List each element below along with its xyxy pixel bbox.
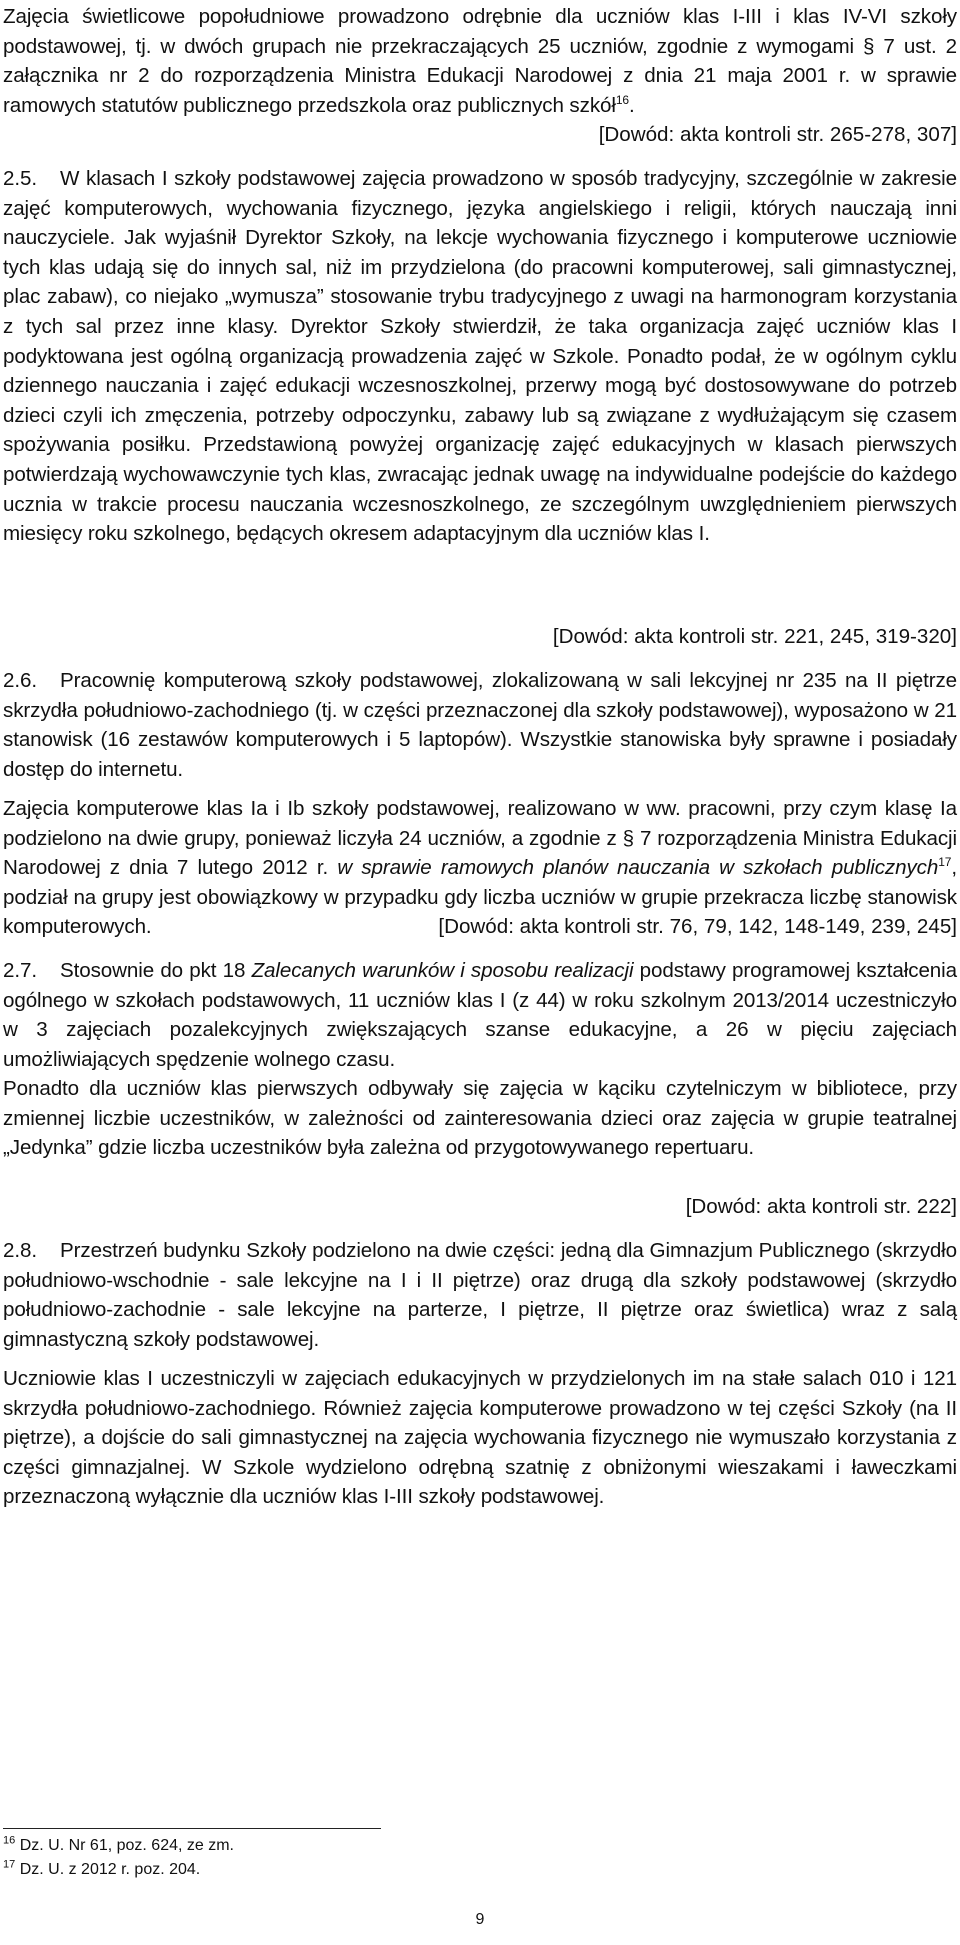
evidence-ref: [Dowód: akta kontroli str. 221, 245, 319-320] bbox=[552, 625, 957, 648]
footnote-ref-16: 16 bbox=[615, 92, 630, 107]
footnote-16: $^{16}$ Dz. U. Nr 61, poz. 624, ze zm. bbox=[3, 1834, 234, 1854]
paragraph-2-5: 2.5. W klasach I szkoły podstawowej zajęcia prowadzono w sposób tradycyjny, szczególnie w zakresie zajęć komputerowych, wychowania fizycznego, języka angielskiego i religii, których nauczają inni nauczyciele. Jak wyjaśnił Dyrektor Szkoły, na lekcje wychowania fizycznego i komputerowe uczniowie tych klas udają się do innych sal, niż im przydzielona (do pracowni komputerowej, sali gimnastycznej, plac zabaw), co niejako „wymusza” stosowanie trybu tradycyjnego z uwagi na harmonogram korzystania z tych sal przez inne klasy. Dyrektor Szkoły stwierdził, że taka organizacja zajęć uczniów klas I podyktowana jest ogólną organizacją prowadzenia zajęć w Szkole. Ponadto podał, że w ogólnym cyklu dziennego nauczania i zajęć edukacji wczesnoszkolnej, przerwy mogą być dostosowywane do potrzeb dzieci czyli ich zmęczenia, potrzeby odpoczynku, zabawy lub są związane z wydłużającym się czasem spożywania posiłku. Przedstawioną powyżej organizację zajęć edukacyjnych w klasach pierwszych potwierdzają wychowawczynie tych klas, zwracając jednak uwagę na indywidualne podejście do każdego ucznia w trakcie procesu nauczania wczesnoszkolnego, ze szczególnym uwzględnieniem pierwszych miesięcy roku szkolnego, będących okresem adaptacyjnym dla uczniów klas I. bbox=[3, 164, 957, 549]
section-number: 2.5. bbox=[3, 167, 37, 190]
footnote-separator bbox=[3, 1828, 381, 1829]
paragraph-2-7: 2.7. Stosownie do pkt 18 Zalecanych warunków i sposobu realizacji podstawy programowej kształcenia ogólnego w szkołach podstawowych, 11 uczniów klas I (z 44) w roku szkolnym 2013/2014 uczestniczyło w 3 zajęciach pozalekcyjnych zwiększających szanse edukacyjne, a 26 w pięciu zajęciach umożliwiających spędzenie wolnego czasu. bbox=[3, 956, 957, 1074]
evidence-ref: [Dowód: akta kontroli str. 76, 79, 142, 148-149, 239, 245] bbox=[438, 915, 957, 938]
evidence-ref: [Dowód: akta kontroli str. 222] bbox=[685, 1195, 957, 1218]
footnote-17: $^{17}$ Dz. U. z 2012 r. poz. 204. bbox=[3, 1858, 201, 1878]
paragraph-zajecia-komputerowe: Zajęcia komputerowe klas Ia i Ib szkoły podstawowej, realizowano w ww. pracowni, przy czym klasę Ia podzielono na dwie grupy, ponieważ liczyła 24 uczniów, a zgodnie z § 7 rozporządzenia Ministra Edukacji Narodowej z dnia 7 lutego 2012 r. w sprawie ramowych planów nauczania w szkołach publicznych$^{17}$, podział na grupy jest obowiązkowy w przypadku gdy liczba uczniów w grupie przekracza liczbę stanowisk komputerowych. bbox=[3, 797, 958, 939]
paragraph-swietlica: Zajęcia świetlicowe popołudniowe prowadzono odrębnie dla uczniów klas I-III i klas IV-VI szkoły podstawowej, tj. w dwóch grupach nie przekraczających 25 uczniów, zgodnie z wymogami § 7 ust. 2 załącznika nr 2 do rozporządzenia Ministra Edukacji Narodowej z dnia 21 maja 2001 r. w sprawie ramowych statutów publicznego przedszkola oraz publicznych szkół$^{16}$. bbox=[3, 5, 957, 117]
section-number: 2.7. bbox=[3, 959, 37, 982]
section-number: 2.6. bbox=[3, 669, 37, 692]
paragraph-sale-klas-i: Uczniowie klas I uczestniczyli w zajęciach edukacyjnych w przydzielonych im na stałe salach 010 i 121 skrzydła południowo-zachodniego. Również zajęcia komputerowe prowadzono w tej części Szkoły (na II piętrze), a dojście do sali gimnastycznej na zajęcia wychowania fizycznego nie wymuszało korzystania z części gimnazjalnej. W Szkole wydzielono odrębną szatnię z obniżonymi wieszakami i ławeczkami przeznaczoną wyłącznie dla uczniów klas I-III szkoły podstawowej. bbox=[3, 1367, 957, 1509]
page-number: 9 bbox=[475, 1911, 485, 1928]
evidence-ref: [Dowód: akta kontroli str. 265-278, 307] bbox=[598, 123, 957, 146]
footnote-ref-17: 17 bbox=[938, 855, 952, 870]
paragraph-2-8: 2.8. Przestrzeń budynku Szkoły podzielono na dwie części: jedną dla Gimnazjum Publicznego (skrzydło południowo-wschodnie - sale lekcyjne na I i II piętrze) oraz drugą dla szkoły podstawowej (skrzydło południowo-zachodnie - sale lekcyjne na parterze, I piętrze, II piętrze oraz świetlica) wraz z salą gimnastyczną szkoły podstawowej. bbox=[3, 1236, 957, 1354]
paragraph-kacik-czytelniczy: Ponadto dla uczniów klas pierwszych odbywały się zajęcia w kąciku czytelniczym w bibliotece, przy zmiennej liczbie uczestników, w zależności od zainteresowania dzieci oraz zajęcia w grupie teatralnej „Jedynka” gdzie liczba uczestników była zależna od przygotowywanego repertuaru. bbox=[3, 1077, 957, 1160]
paragraph-2-6: 2.6. Pracownię komputerową szkoły podstawowej, zlokalizowaną w sali lekcyjnej nr 235 na II piętrze skrzydła południowo-zachodniego (tj. w części przeznaczonej dla szkoły podstawowej), wyposażono w 21 stanowisk (16 zestawów komputerowych i 5 laptopów). Wszystkie stanowiska były sprawne i posiadały dostęp do internetu. bbox=[3, 666, 957, 784]
section-number: 2.8. bbox=[3, 1239, 37, 1262]
